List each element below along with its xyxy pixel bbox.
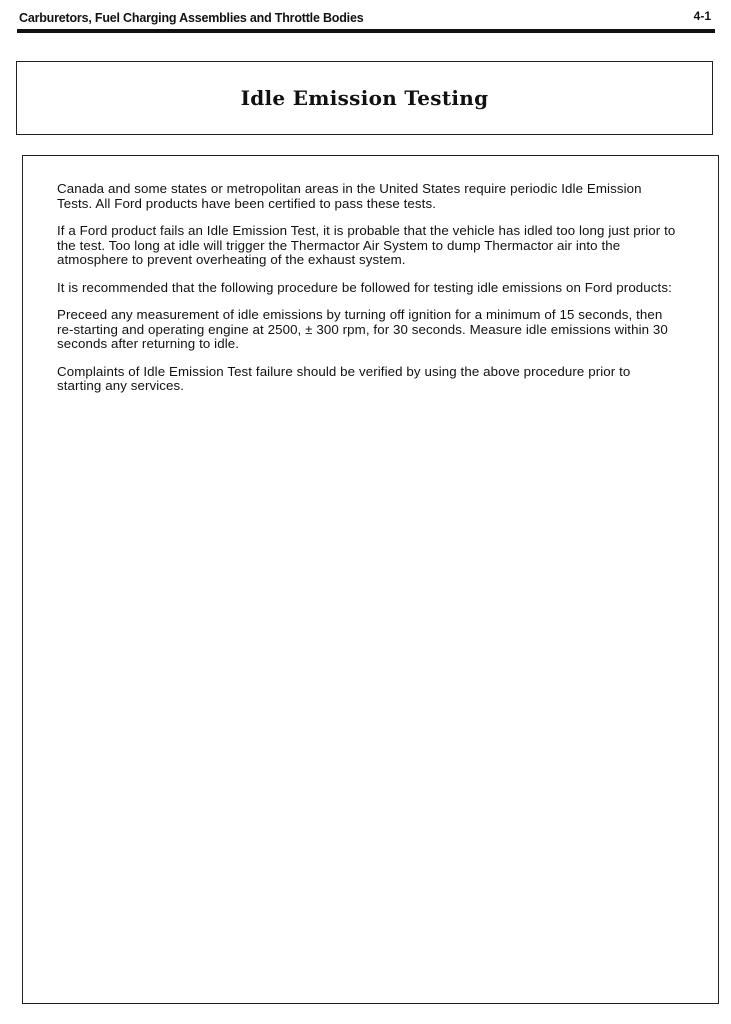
header-rule <box>17 29 715 33</box>
paragraph-complaints: Complaints of Idle Emission Test failure should be verified by using the above procedure prior to starting any services. <box>57 363 631 393</box>
running-header-title: Carburetors, Fuel Charging Assemblies and Throttle Bodies <box>19 11 364 25</box>
content-body <box>57 182 677 407</box>
page-number: 4-1 <box>693 9 711 23</box>
section-title-box <box>16 61 713 135</box>
paragraph-test-failure: If a Ford product fails an Idle Emission Test, it is probable that the vehicle has idled too long just prior to the test. Too long at idle will trigger the Thermactor Air System to dump Thermactor air into the atmosphere to prevent overheating of the exhaust system. <box>57 223 676 267</box>
paragraph-procedure: Preceed any measurement of idle emissions by turning off ignition for a minimum of 15 seconds, then re-starting and operating engine at 2500, ± 300 rpm, for 30 seconds. Measure idle emissions within 30 seconds after returning to idle. <box>57 307 668 351</box>
paragraph-recommendation: It is recommended that the following procedure be followed for testing idle emissions on Ford products: <box>57 279 672 295</box>
content-box <box>22 155 719 1004</box>
section-title: Idle Emission Testing <box>240 86 489 110</box>
paragraph-periodic-tests: Canada and some states or metropolitan areas in the United States require periodic Idle Emission Tests. All Ford products have been certified to pass these tests. <box>57 181 642 211</box>
